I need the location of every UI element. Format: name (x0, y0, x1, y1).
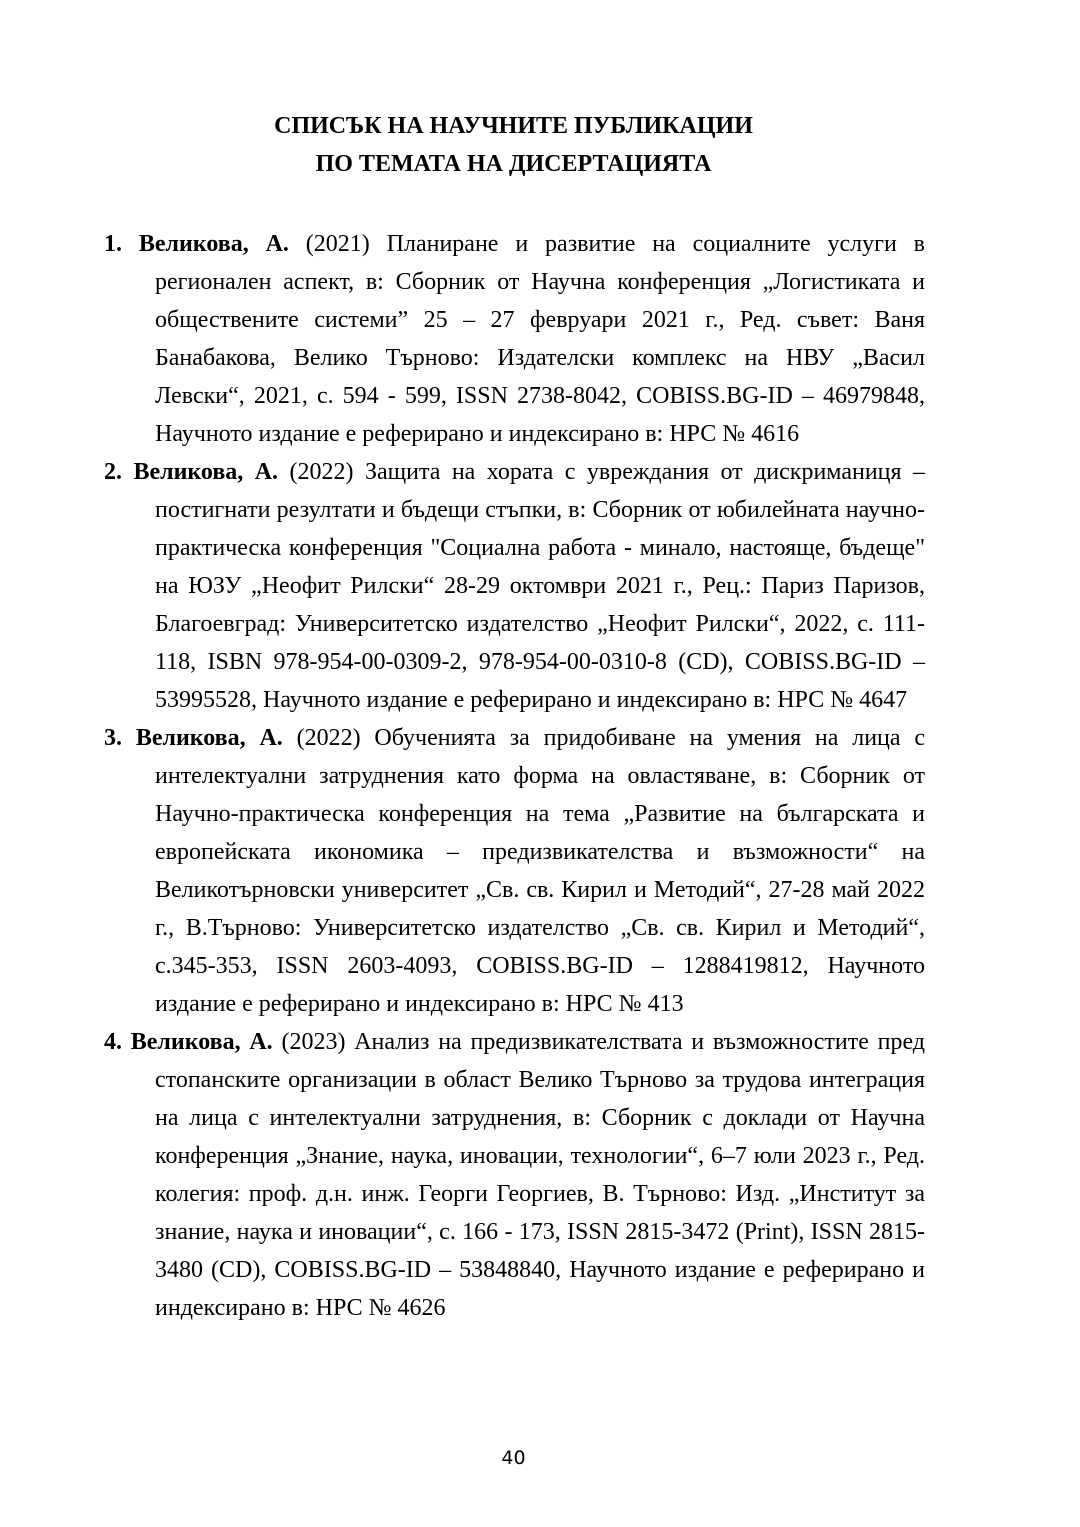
publication-number: 1. (104, 231, 122, 257)
publication-author: Великова, А. (130, 1029, 273, 1055)
publication-number: 4. (104, 1029, 122, 1055)
publication-item (104, 719, 925, 1023)
title-line-1: СПИСЪК НА НАУЧНИТЕ ПУБЛИКАЦИИ (274, 113, 753, 139)
publication-text: (2021) Планиране и развитие на социалните услуги в регионален аспект, в: Сборник от Научна конференция „Логистиката и обществените системи” 25 – 27 февруари 2021 г., Ред. съвет: Ваня Банабакова, Велико Търново: Издателски комплекс на НВУ „Васил Левски“, 2021, с. 594 - 599, ISSN 2738-8042, COBISS.BG-ID – 46979848, Научното издание е реферирано и индексирано в: НРС № 4616 (155, 231, 925, 447)
publication-author: Великова, А. (135, 725, 283, 751)
publication-text: (2022) Защита на хората с увреждания от дискриманиця – постигнати резултати и бъдещи стъпки, в: Сборник от юбилейната научно-практическа конференция "Социална работа - минало, настояще, бъдеще" на ЮЗУ „Неофит Рилски“ 28-29 октомври 2021 г., Рец.: Париз Паризов, Благоевград: Университетско издателство „Неофит Рилски“, 2022, с. 111-118, ISBN 978-954-00-0309-2, 978-954-00-0310-8 (CD), COBISS.BG-ID – 53995528, Научното издание е реферирано и индексирано в: НРС № 4647 (155, 459, 925, 713)
title-line-2: ПО ТЕМАТА НА ДИСЕРТАЦИЯТА (315, 151, 712, 177)
publication-author: Великова, А. (138, 231, 289, 257)
publication-item (104, 1023, 925, 1327)
publication-text: (2022) Обученията за придобиване на умения на лица с интелектуални затруднения като форма на овластяване, в: Сборник от Научно-практическа конференция на тема „Развитие на българската и европейската икономика – предизвикателства и възможности“ на Великотърновски университет „Св. св. Кирил и Методий“, 27-28 май 2022 г., В.Търново: Университетско издателство „Св. св. Кирил и Методий“, с.345-353, ISSN 2603-4093, COBISS.BG-ID – 1288419812, Научното издание е реферирано и индексирано в: НРС № 413 (155, 725, 925, 1017)
publication-author: Великова, А. (133, 459, 279, 485)
page-number: 40 (501, 1447, 526, 1469)
page-title (0, 107, 1027, 183)
publication-number: 3. (104, 725, 122, 751)
publication-text: (2023) Анализ на предизвикателствата и възможностите пред стопанските организации в област Велико Търново за трудова интеграция на лица с интелектуални затруднения, в: Сборник с доклади от Научна конференция „Знание, наука, иновации, технологии“, 6–7 юли 2023 г., Ред. колегия: проф. д.н. инж. Георги Георгиев, В. Търново: Изд. „Институт за знание, наука и иновации“, с. 166 - 173, ISSN 2815-3472 (Print), ISSN 2815-3480 (CD), COBISS.BG-ID – 53848840, Научното издание е реферирано и индексирано в: НРС № 4626 (155, 1029, 926, 1321)
publication-item (104, 225, 925, 453)
publication-number: 2. (104, 459, 122, 485)
publications-list (104, 225, 925, 1327)
publication-item (104, 453, 925, 719)
